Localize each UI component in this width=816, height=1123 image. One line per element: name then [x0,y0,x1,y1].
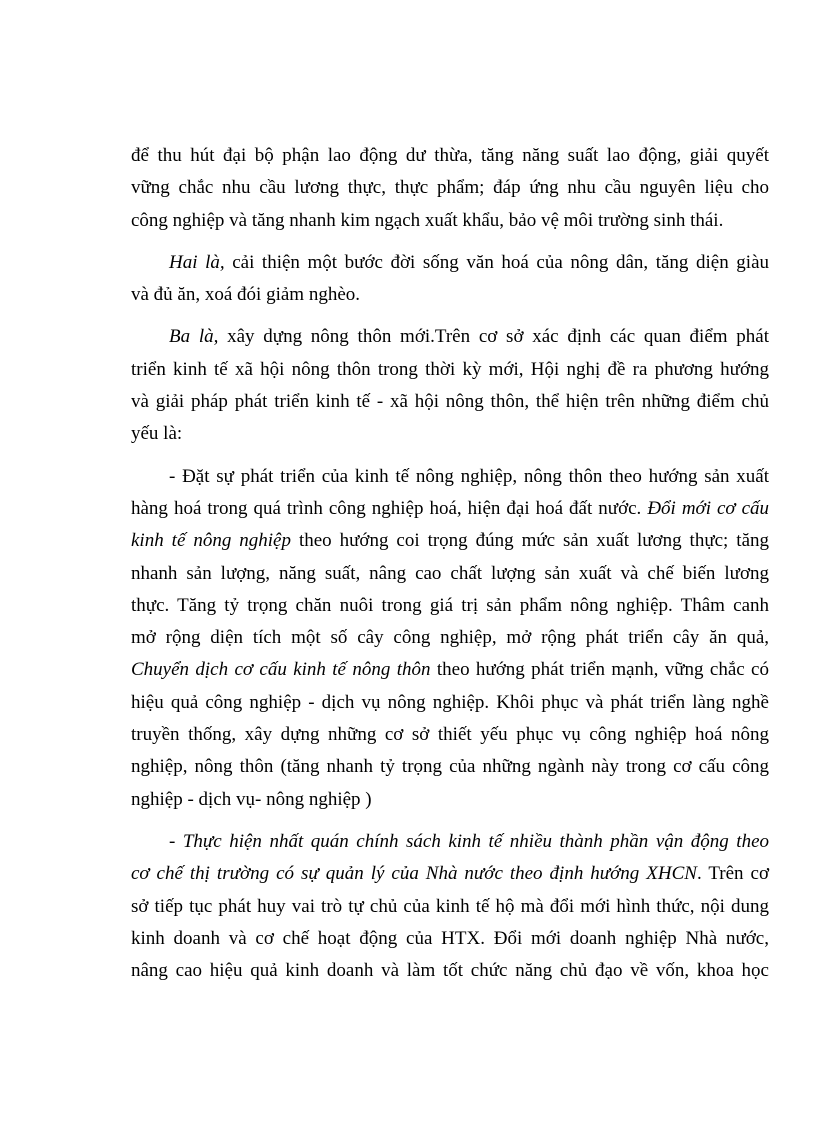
paragraph [131,247,769,312]
text-line: - Thực hiện nhất quán chính sách kinh tế nhiều thành phần vận động theo [169,830,769,852]
text-line: công nghiệp và tăng nhanh kim ngạch xuất khẩu, bảo vệ môi trường sinh thái. [131,209,724,231]
text-line: Hai là, cải thiện một bước đời sống văn hoá của nông dân, tăng diện giàu [169,251,770,273]
text-line: yếu là: [131,423,183,445]
paragraph [131,321,769,450]
text-line: kinh doanh và cơ chế hoạt động của HTX. Đổi mới doanh nghiệp Nhà nước, [131,927,769,949]
paragraph [131,140,769,237]
text-line: vững chắc nhu cầu lương thực, thực phẩm; đáp ứng nhu cầu nguyên liệu cho [131,177,769,199]
body-text [131,140,769,987]
text-line: hàng hoá trong quá trình công nghiệp hoá, hiện đại hoá đất nước. Đổi mới cơ cấu [131,497,769,519]
text-line: nghiệp - dịch vụ- nông nghiệp ) [131,788,372,810]
text-line: Chuyển dịch cơ cấu kinh tế nông thôn theo hướng phát triển mạnh, vững chắc có [131,659,769,681]
text-line: kinh tế nông nghiệp theo hướng coi trọng đúng mức sản xuất lương thực; tăng [131,530,769,552]
text-line: nhanh sản lượng, năng suất, nâng cao chất lượng sản xuất và chế biến lương [131,562,769,584]
text-line: và giải pháp phát triển kinh tế - xã hội nông thôn, thể hiện trên những điểm chủ [131,391,769,413]
text-line: thực. Tăng tỷ trọng chăn nuôi trong giá trị sản phẩm nông nghiệp. Thâm canh [131,594,769,616]
text-line: triển kinh tế xã hội nông thôn trong thời kỳ mới, Hội nghị đề ra phương hướng [131,358,769,380]
text-line: truyền thống, xây dựng những cơ sở thiết yếu phục vụ công nghiệp hoá nông [131,724,769,746]
text-line: cơ chế thị trường có sự quản lý của Nhà nước theo định hướng XHCN. Trên cơ [131,863,769,885]
text-line: để thu hút đại bộ phận lao động dư thừa, tăng năng suất lao động, giải quyết [131,145,769,166]
text-line: hiệu quả công nghiệp - dịch vụ nông nghiệp. Khôi phục và phát triển làng nghề [131,691,769,713]
paragraph [131,461,769,816]
paragraph [131,826,769,987]
text-line: - Đặt sự phát triển của kinh tế nông nghiệp, nông thôn theo hướng sản xuất [169,465,769,487]
text-line: nghiệp, nông thôn (tăng nhanh tỷ trọng của những ngành này trong cơ cấu công [131,756,769,778]
text-line: mở rộng diện tích một số cây công nghiệp, mở rộng phát triển cây ăn quả, [131,627,769,649]
text-line: Ba là, xây dựng nông thôn mới.Trên cơ sở xác định các quan điểm phát [169,326,769,348]
text-line: sở tiếp tục phát huy vai trò tự chủ của kinh tế hộ mà đổi mới hình thức, nội dung [131,895,769,917]
text-line: và đủ ăn, xoá đói giảm nghèo. [131,284,361,306]
text-line: nâng cao hiệu quả kinh doanh và làm tốt chức năng chủ đạo về vốn, khoa học [131,960,769,982]
